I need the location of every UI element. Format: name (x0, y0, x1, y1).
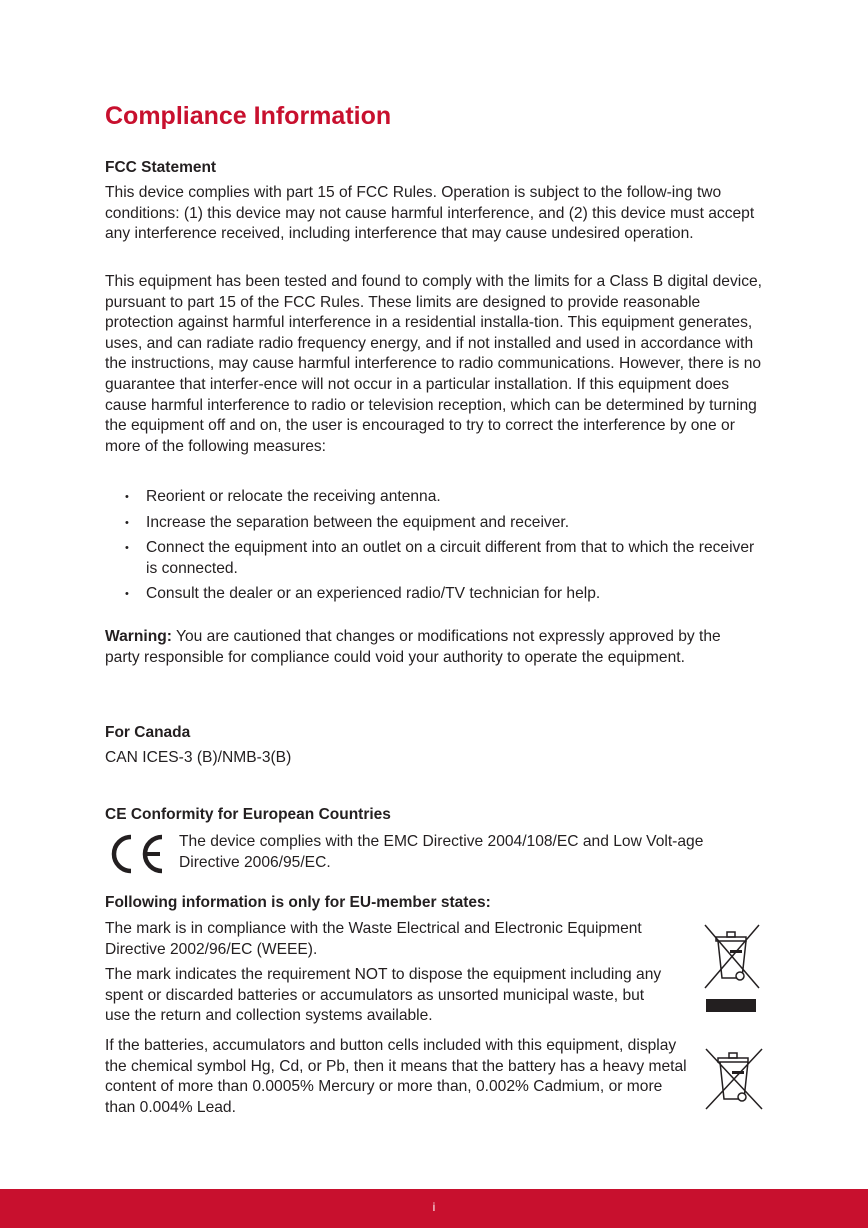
list-item: • Consult the dealer or an experienced radio/TV technician for help. (105, 584, 767, 605)
fcc-warning (105, 627, 755, 668)
page-number: i (432, 1200, 436, 1214)
fcc-heading: FCC Statement (105, 159, 217, 176)
ce-heading: CE Conformity for European Countries (105, 806, 391, 823)
canada-heading: For Canada (105, 724, 191, 741)
warning-label: Warning: (105, 628, 172, 645)
fcc-paragraph-1: This device complies with part 15 of FCC Rules. Operation is subject to the follow-ing two conditions: (1) this device may not cause harmful interference, and (2) this device must accept any interference received, including interference that may cause undesired operation. (105, 184, 755, 243)
fcc-measures-list (105, 487, 767, 610)
page-title: Compliance Information (105, 102, 392, 130)
weee-battery-bin-icon (700, 1045, 766, 1118)
ce-text: The device complies with the EMC Directive 2004/108/EC and Low Volt-age Directive 2006/95/EC. (179, 833, 704, 871)
warning-text: You are cautioned that changes or modifications not expressly approved by the party responsible for compliance could void your authority to operate the equipment. (105, 628, 721, 666)
canada-text: CAN ICES-3 (B)/NMB-3(B) (105, 749, 292, 766)
list-item: • Increase the separation between the equipment and receiver. (105, 513, 767, 534)
ce-mark-icon (106, 834, 166, 879)
eu-paragraph-1: The mark is in compliance with the Waste Electrical and Electronic Equipment Directive 2002/96/EC (WEEE). (105, 920, 642, 958)
fcc-paragraph-2: This equipment has been tested and found to comply with the limits for a Class B digital device, pursuant to part 15 of the FCC Rules. These limits are designed to provide reasonable protection against harmful interference in a residential installa-tion. This equipment generates, uses, and can radiate radio frequency energy, and if not installed and used in accordance with the instructions, may cause harmful interference to radio communications. However, there is no guarantee that interfer-ence will not occur in a particular installation. If this equipment does cause harmful interference to radio or television reception, which can be determined by turning the equipment off and on, the user is encouraged to try to correct the interference by one or more of the following measures: (105, 273, 763, 455)
weee-bin-icon (700, 920, 764, 1021)
eu-paragraph-2: The mark indicates the requirement NOT to dispose the equipment including any spent or discarded batteries or accumulators as unsorted municipal waste, but use the return and collection systems available. (105, 966, 662, 1025)
eu-heading: Following information is only for EU-member states: (105, 894, 491, 911)
eu-paragraph-3: If the batteries, accumulators and button cells included with this equipment, display the chemical symbol Hg, Cd, or Pb, then it means that the battery has a heavy metal content of more than 0.0005% Mercury or more than, 0.002% Cadmium, or more than 0.004% Lead. (105, 1037, 687, 1116)
list-item: • Connect the equipment into an outlet on a circuit different from that to which the receiver is connected. (105, 538, 767, 579)
list-item: • Reorient or relocate the receiving antenna. (105, 487, 767, 508)
page-footer (0, 1189, 868, 1228)
